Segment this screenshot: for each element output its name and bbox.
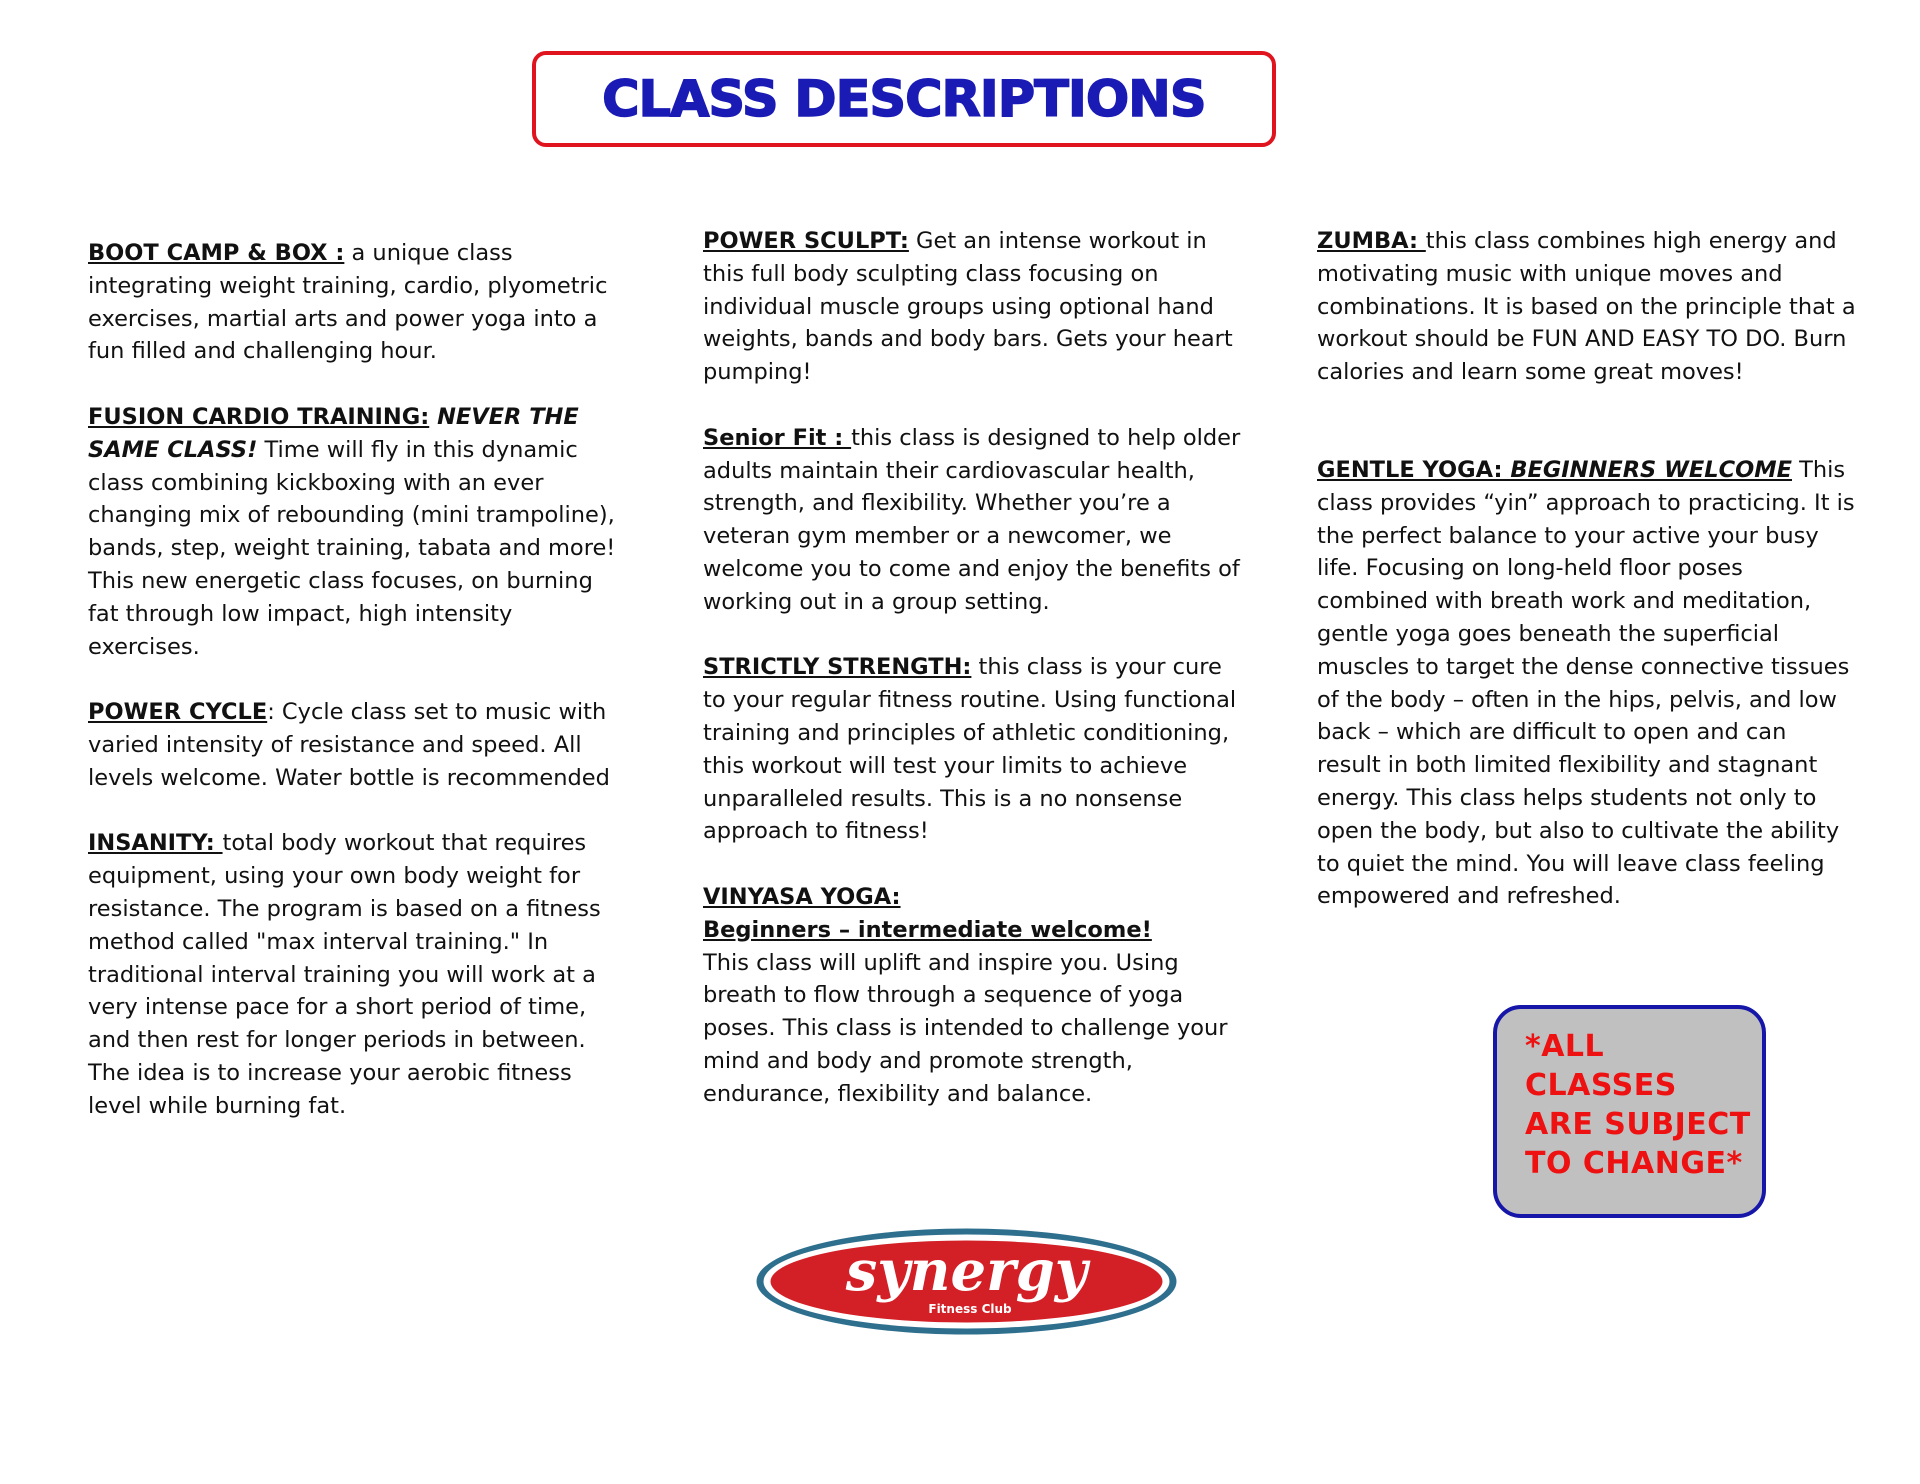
logo-graphic [754,1226,1179,1337]
class-heading: ZUMBA: [1317,228,1426,254]
class-entry-insanity [88,827,628,1122]
class-entry-senior-fit [703,422,1243,619]
class-description: this class is designed to help older adults maintain their cardiovascular health, strength, and flexibility. Whether you’re a veteran gym member or a newcomer, we welcome you to come and enjoy the benefits of working out in a group setting. [703,424,1241,615]
class-heading: FUSION CARDIO TRAINING: [88,403,430,430]
class-heading-secondary: Beginners – intermediate welcome! [703,916,1152,943]
class-entry-boot-camp [88,237,628,368]
column-right [1317,225,1857,946]
class-description: Get an intense workout in this full body sculpting class focusing on individual muscle groups using optional hand weights, bands and body bars. Gets your heart pumping! [703,228,1233,386]
title-box [532,51,1276,147]
class-description: total body workout that requires equipment, using your own body weight for resistance. The program is based on a fitness method called "max interval training." In traditional interval training you will work at a very intense pace for a short period of time, and then rest for longer periods in between. The idea is to increase your aerobic fitness level while burning fat. [88,830,601,1119]
class-description: : Cycle class set to music with varied intensity of resistance and speed. All levels welcome. Water bottle is recommended [88,699,610,791]
class-entry-gentle-yoga [1317,454,1857,913]
class-heading: STRICTLY STRENGTH: [703,654,972,681]
notice-text [1525,1027,1762,1183]
column-middle [703,225,1243,1143]
class-heading: POWER SCULPT: [703,228,909,254]
class-description: This class provides “yin” approach to practicing. It is the perfect balance to your active your busy life. Focusing on long-held floor poses combined with breath work and meditation, gentle yoga goes beneath the superficial muscles to target the dense connective tissues of the body – often in the hips, pelvis, and low back – which are difficult to open and can result in both limited flexibility and stagnant energy. This class helps students not only to open the body, but also to cultivate the ability to quiet the mind. You will leave class feeling empowered and refreshed. [1317,456,1855,910]
class-description: a unique class integrating weight training, cardio, plyometric exercises, martial arts and power yoga into a fun filled and challenging hour. [88,240,608,365]
notice-line: *ALL [1525,1029,1605,1064]
logo-tagline: Fitness Club [928,1302,1012,1316]
class-entry-fusion-cardio [88,401,628,663]
notice-line: CLASSES [1525,1068,1677,1103]
synergy-logo [754,1226,1179,1337]
notice-line: ARE SUBJECT [1525,1107,1751,1142]
class-heading: BOOT CAMP & BOX : [88,240,345,266]
page-title: CLASS DESCRIPTIONS [602,70,1206,128]
column-left [88,237,628,1155]
class-entry-zumba [1317,225,1857,389]
class-entry-power-sculpt [703,225,1243,389]
logo-wordmark: synergy [845,1238,1088,1304]
class-heading: Senior Fit : [703,424,852,451]
class-description: this class combines high energy and motivating music with unique moves and combinations. It is based on the principle that a workout should be FUN AND EASY TO DO. Burn calories and learn some great moves! [1317,228,1856,386]
class-description: this class is your cure to your regular fitness routine. Using functional training and principles of athletic conditioning, this workout will test your limits to achieve unparalleled results. This is a no nonsense approach to fitness! [703,654,1237,845]
schedule-change-notice [1493,1005,1766,1218]
notice-line: TO CHANGE* [1525,1146,1743,1181]
class-entry-strictly-strength [703,651,1243,848]
class-heading: POWER CYCLE [88,699,268,726]
class-entry-vinyasa-yoga [703,881,1243,1111]
class-subheading: NEVER THE SAME CLASS! [88,403,579,463]
class-heading: VINYASA YOGA: [703,883,901,910]
class-heading: INSANITY: [88,830,223,857]
class-description: This class will uplift and inspire you. Using breath to flow through a sequence of yoga poses. This class is intended to challenge your mind and body and promote strength, endurance, flexibility and balance. [703,949,1228,1107]
class-entry-power-cycle [88,696,628,794]
class-subheading: BEGINNERS WELCOME [1502,456,1792,483]
class-heading: GENTLE YOGA: [1317,456,1503,483]
class-description: Time will fly in this dynamic class combining kickboxing with an ever changing mix of rebounding (mini trampoline), bands, step, weight training, tabata and more! This new energetic class focuses, on burning fat through low impact, high intensity exercises. [88,436,616,660]
